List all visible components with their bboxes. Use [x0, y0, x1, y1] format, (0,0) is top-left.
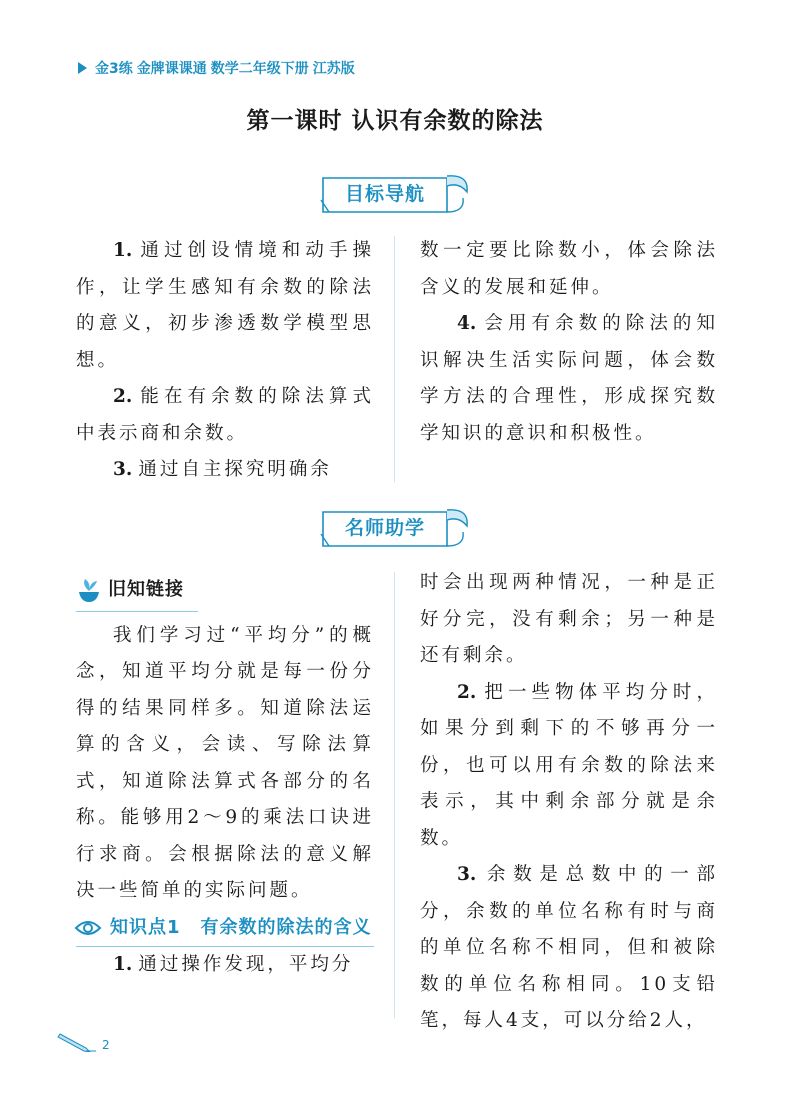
old-knowledge-heading: 旧知链接 — [76, 572, 198, 612]
goal-item: 1. 通过创设情境和动手操作，让学生感知有余数的除法的意义，初步渗透数学模型思想。 — [76, 240, 374, 371]
page-footer — [56, 1030, 110, 1052]
header-edition: 江苏版 — [312, 61, 355, 77]
goal-item: 数一定要比除数小，体会除法含义的发展和延伸。 — [420, 240, 718, 298]
old-knowledge-text: 我们学习过“平均分”的概念，知道平均分就是每一份分得的结果同样多。知道除法运算的含义，会读、写除法算式，知道除法算式各部分的名称。能够用2～9的乘法口诀进行求商。会根据除法的意义解决一些简单的实际问题。 — [76, 624, 374, 901]
banner-goals-label: 目标导航 — [344, 183, 425, 205]
tutor-item: 2. 把一些物体平均分时，如果分到剩下的不够再分一份，也可以用有余数的除法来表示，其中剩余部分就是余数。 — [420, 681, 718, 849]
eye-icon — [74, 918, 102, 938]
knowledge-point-heading: 知识点1 有余数的除法的含义 — [76, 910, 374, 947]
page-title: 第一课时 认识有余数的除法 — [246, 108, 544, 134]
goal-item: 4. 会用有余数的除法的知识解决生活实际问题，体会数学方法的合理性，形成探究数学知识的意识和积极性。 — [420, 313, 718, 444]
pencil-icon — [56, 1030, 96, 1052]
header-series: 金3练 — [95, 61, 133, 77]
column-divider — [394, 572, 395, 1018]
goal-item: 2. 能在有余数的除法算式中表示商和余数。 — [76, 386, 374, 444]
tutor-item: 1. 通过操作发现，平均分 — [113, 953, 354, 975]
tutor-left-column — [76, 572, 374, 983]
plant-bowl-icon — [76, 577, 102, 603]
header-book: 金牌课课通 — [136, 61, 207, 77]
goals-left-column — [76, 233, 374, 489]
triangle-icon — [78, 62, 87, 74]
tutor-item: 时会出现两种情况，一种是正好分完，没有剩余；另一种是还有剩余。 — [420, 572, 718, 666]
goals-right-column — [420, 233, 718, 452]
header-subject: 数学二年级下册 — [210, 61, 309, 77]
banner-tutor-label: 名师助学 — [344, 517, 425, 539]
running-header — [78, 58, 355, 78]
goal-item: 3. 通过自主探究明确余 — [113, 459, 332, 480]
knowledge-point-title: 有余数的除法的含义 — [200, 916, 372, 938]
column-divider — [394, 236, 395, 482]
tutor-right-column — [420, 565, 718, 1040]
tutor-item: 3. 余数是总数中的一部分，余数的单位名称有时与商的单位名称不相同，但和被除数的单位名称相同。10支铅笔，每人4支，可以分给2人， — [420, 864, 718, 1031]
banner-goals — [319, 172, 469, 216]
page-number: 2 — [102, 1038, 110, 1052]
banner-tutor — [319, 506, 469, 550]
